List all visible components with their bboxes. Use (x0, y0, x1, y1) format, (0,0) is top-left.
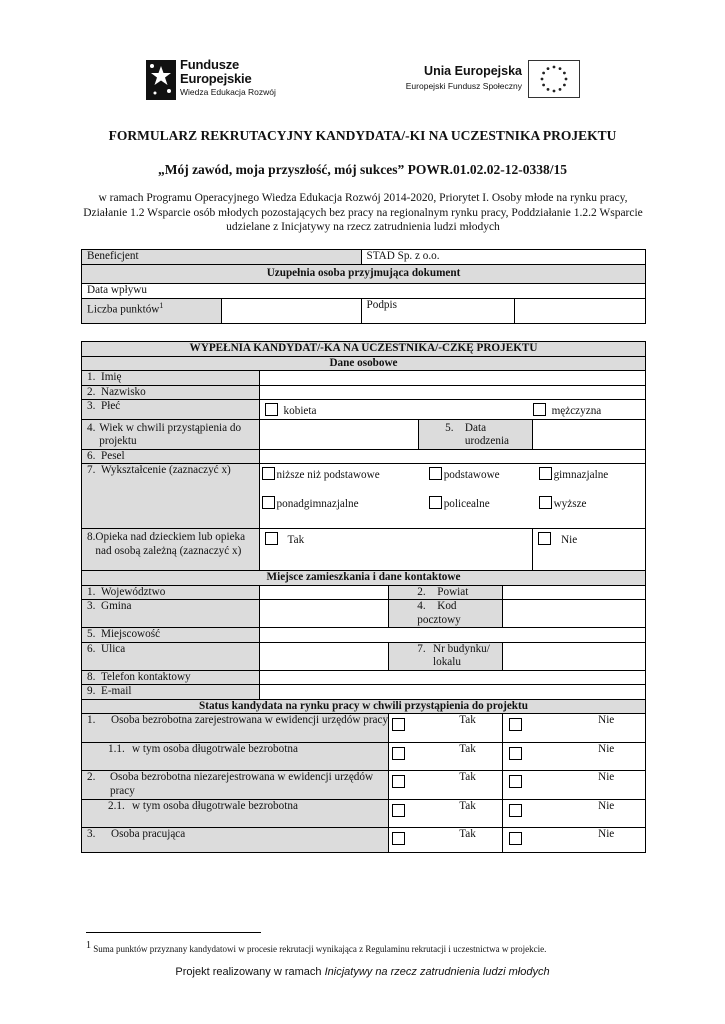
status-row-3-yes[interactable]: Tak (389, 771, 503, 800)
status-row-4-yes-checkbox[interactable] (392, 804, 405, 817)
status-row-3-label: 2. Osoba bezrobotna niezarejestrowana w ewidencji urzędów pracy (82, 771, 389, 800)
fe-star-icon (146, 56, 176, 100)
status-row-2-no[interactable]: Nie (503, 743, 646, 771)
footnote-mark: 1 (86, 940, 91, 951)
status-row-1-no-checkbox[interactable] (509, 718, 522, 731)
status-row-1-no[interactable]: Nie (503, 714, 646, 743)
status-row-5-no[interactable]: Nie (503, 828, 646, 853)
postal-code-field[interactable] (503, 600, 646, 628)
status-row-4-no[interactable]: Nie (503, 800, 646, 828)
birth-date-field[interactable] (533, 419, 646, 449)
street-label: 6. Ulica (82, 642, 260, 670)
age-label: 4. Wiek w chwili przystąpienia do projektu (82, 419, 260, 449)
status-row-5-yes-checkbox[interactable] (392, 832, 405, 845)
last-name-label: 2. Nazwisko (82, 385, 260, 400)
form-title: FORMULARZ REKRUTACYJNY KANDYDATA/-KI NA UCZESTNIKA PROJEKTU (108, 128, 617, 143)
commune-label: 3. Gmina (82, 600, 260, 628)
edu-checkbox-5[interactable] (429, 496, 442, 509)
status-row-4-label: 2.1. w tym osoba długotrwale bezrobotna (82, 800, 389, 828)
ue-logo-line1: Unia Europejska (424, 64, 522, 78)
edu-checkbox-4[interactable] (262, 496, 275, 509)
street-field[interactable] (259, 642, 389, 670)
care-no-option[interactable]: Nie (533, 529, 646, 571)
program-intro: w ramach Programu Operacyjnego Wiedza Edukacja Rozwój 2014-2020, Priorytet I. Osoby młode na rynku pracy, Działanie 1.2 Wsparcie osób młodych pozostających bez pracy na regionalnym rynku pracy, Poddziałanie 1.2.2 Wsparcie udzielane z Inicjatywy na rzecz zatrudnienia ludzi młodych (83, 192, 643, 233)
edu-checkbox-2[interactable] (429, 467, 442, 480)
birth-date-label: 5. Data urodzenia (419, 419, 533, 449)
candidate-table (81, 341, 646, 853)
edu-option-5[interactable]: policealne (411, 494, 533, 529)
points-label: Liczba punktów (87, 303, 160, 316)
footnote (86, 940, 546, 954)
care-yes-option[interactable]: Tak (259, 529, 533, 571)
voivodeship-field[interactable] (259, 585, 389, 600)
gender-male-option[interactable]: mężczyzna (533, 400, 646, 420)
pesel-label: 6. Pesel (82, 449, 260, 464)
email-field[interactable] (259, 685, 645, 700)
pesel-field[interactable] (259, 449, 645, 464)
signature-field[interactable] (515, 298, 646, 323)
edu-option-4[interactable]: ponadgimnazjalne (259, 494, 411, 529)
page-footer (0, 966, 725, 978)
care-label: 8. Opieka nad dzieckiem lub opieka nad osobą zależną (zaznaczyć x) (82, 529, 260, 571)
fe-logo-line2: Europejskie (180, 71, 252, 86)
male-checkbox[interactable] (533, 403, 546, 416)
last-name-field[interactable] (259, 385, 645, 400)
first-name-field[interactable] (259, 371, 645, 386)
status-row-4-yes[interactable]: Tak (389, 800, 503, 828)
footnote-separator (86, 932, 261, 933)
first-name-label: 1. Imię (82, 371, 260, 386)
ue-logo-line2: Europejski Fundusz Społeczny (405, 81, 522, 91)
beneficiary-label: Beneficjent (82, 250, 362, 265)
phone-field[interactable] (259, 670, 645, 685)
status-row-2-yes[interactable]: Tak (389, 743, 503, 771)
points-field[interactable] (221, 298, 361, 323)
building-label: 7. Nr budynku/ lokalu (389, 642, 503, 670)
edu-option-6[interactable]: wyższe (533, 494, 646, 529)
status-header: Status kandydata na rynku pracy w chwili przystąpienia do projektu (82, 699, 646, 714)
education-label: 7. Wykształcenie (zaznaczyć x) (82, 464, 260, 529)
status-row-4-no-checkbox[interactable] (509, 804, 522, 817)
edu-checkbox-3[interactable] (539, 467, 552, 480)
edu-checkbox-1[interactable] (262, 467, 275, 480)
project-title: „Mój zawód, moja przyszłość, mój sukces” POWR.01.02.02-12-0338/15 (157, 162, 568, 177)
care-no-checkbox[interactable] (538, 532, 551, 545)
status-row-1-yes[interactable]: Tak (389, 714, 503, 743)
date-received-label: Data wpływu (87, 284, 147, 296)
commune-field[interactable] (259, 600, 389, 628)
city-field[interactable] (259, 628, 645, 643)
status-row-5-label: 3. Osoba pracująca (82, 828, 389, 853)
edu-option-3[interactable]: gimnazjalne (533, 464, 646, 494)
signature-label: Podpis (361, 298, 515, 323)
status-row-2-no-checkbox[interactable] (509, 747, 522, 760)
unia-europejska-logo (398, 60, 580, 100)
status-row-3-no[interactable]: Nie (503, 771, 646, 800)
points-footnote-mark: 1 (159, 300, 164, 310)
date-received-field[interactable] (82, 284, 646, 299)
gender-female-option[interactable]: kobieta (259, 400, 533, 420)
fundusze-europejskie-logo (146, 54, 286, 102)
postal-code-label: 4. Kod pocztowy (389, 600, 503, 628)
edu-option-2[interactable]: podstawowe (411, 464, 533, 494)
beneficiary-value: STAD Sp. z o.o. (361, 250, 646, 265)
status-row-3-yes-checkbox[interactable] (392, 775, 405, 788)
city-label: 5. Miejscowość (82, 628, 260, 643)
status-row-1-label: 1. Osoba bezrobotna zarejestrowana w ewidencji urzędów pracy (82, 714, 389, 743)
fe-logo-line3: Wiedza Edukacja Rozwój (180, 87, 276, 97)
voivodeship-label: 1. Województwo (82, 585, 260, 600)
candidate-header: WYPEŁNIA KANDYDAT/-KA NA UCZESTNIKA/-CZKĘ PROJEKTU (82, 342, 646, 357)
address-header: Miejsce zamieszkania i dane kontaktowe (82, 571, 646, 586)
age-field[interactable] (259, 419, 419, 449)
edu-checkbox-6[interactable] (539, 496, 552, 509)
building-field[interactable] (503, 642, 646, 670)
county-label: 2. Powiat (389, 585, 503, 600)
phone-label: 8. Telefon kontaktowy (82, 670, 260, 685)
status-row-1-yes-checkbox[interactable] (392, 718, 405, 731)
status-row-2-yes-checkbox[interactable] (392, 747, 405, 760)
county-field[interactable] (503, 585, 646, 600)
email-label: 9. E-mail (82, 685, 260, 700)
care-yes-checkbox[interactable] (265, 532, 278, 545)
office-filled-by: Uzupełnia osoba przyjmująca dokument (82, 265, 646, 284)
status-row-5-yes[interactable]: Tak (389, 828, 503, 853)
footnote-text: Suma punktów przyznany kandydatowi w procesie rekrutacji wynikająca z Regulaminu rekrutacji i uczestnictwa w projekcie. (93, 944, 547, 954)
edu-option-1[interactable]: niższe niż podstawowe (259, 464, 411, 494)
gender-label: 3. Płeć (82, 400, 260, 420)
fe-logo-line1: Fundusze (180, 57, 240, 72)
female-checkbox[interactable] (265, 403, 278, 416)
eu-flag-icon (528, 60, 580, 98)
footer-text: Projekt realizowany w ramach (175, 966, 325, 978)
status-row-2-label: 1.1. w tym osoba długotrwale bezrobotna (82, 743, 389, 771)
office-table (81, 249, 646, 324)
personal-data-header: Dane osobowe (82, 356, 646, 371)
points-label-cell (82, 298, 222, 323)
status-row-5-no-checkbox[interactable] (509, 832, 522, 845)
footer-initiative: Inicjatywy na rzecz zatrudnienia ludzi młodych (324, 966, 550, 978)
status-row-3-no-checkbox[interactable] (509, 775, 522, 788)
